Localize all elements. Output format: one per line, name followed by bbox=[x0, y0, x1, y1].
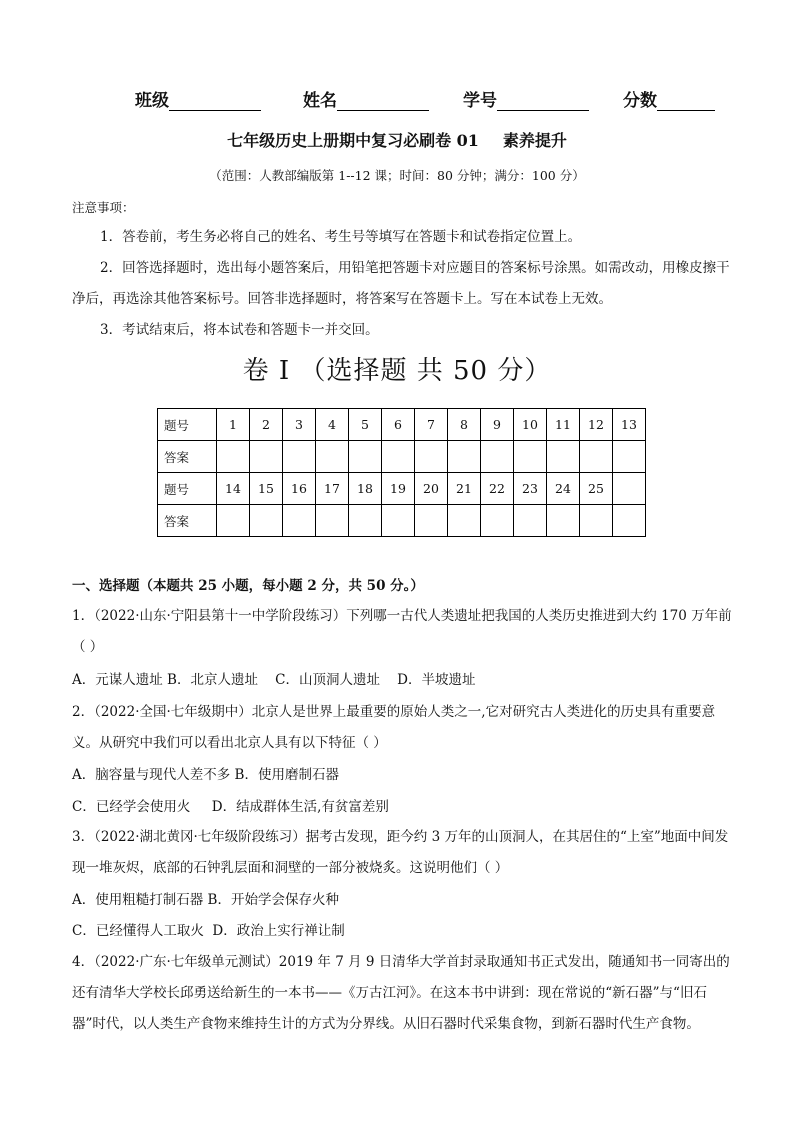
answer-label: 答案 bbox=[158, 505, 217, 537]
class-label: 班级 bbox=[135, 91, 169, 111]
question-3-options-ab: A．使用粗糙打制石器 B．开始学会保存火种 bbox=[72, 892, 339, 908]
question-number: 4 bbox=[316, 409, 349, 441]
answer-cell[interactable] bbox=[316, 505, 349, 537]
question-number: 25 bbox=[580, 473, 613, 505]
question-number: 2 bbox=[250, 409, 283, 441]
question-number: 18 bbox=[349, 473, 382, 505]
question-number: 22 bbox=[481, 473, 514, 505]
number-label: 题号 bbox=[158, 473, 217, 505]
answer-cell[interactable] bbox=[382, 505, 415, 537]
number-row-2 bbox=[158, 473, 646, 505]
page-title bbox=[0, 128, 794, 151]
score-blank[interactable] bbox=[657, 90, 715, 111]
student-id-field bbox=[463, 86, 589, 111]
answer-cell[interactable] bbox=[349, 505, 382, 537]
title-main: 七年级历史上册期中复习必刷卷 01 bbox=[227, 131, 479, 150]
question-3-stem: 3．（2022·湖北黄冈·七年级阶段练习）据考古发现，距今约 3 万年的山顶洞人，在其居住的“上室”地面中间发现一堆灰烬，底部的石钟乳层面和洞壁的一部分被烧炙。这说明他们（ ） bbox=[72, 829, 729, 876]
question-1-stem: 1．（2022·山东·宁阳县第十一中学阶段练习）下列哪一古代人类遗址把我国的人类历史推进到大约 170 万年前（ ） bbox=[72, 608, 732, 655]
name-blank[interactable] bbox=[337, 90, 429, 111]
answer-cell[interactable] bbox=[514, 505, 547, 537]
answer-cell[interactable] bbox=[613, 441, 646, 473]
student-info-fields bbox=[135, 86, 725, 112]
score-label: 分数 bbox=[623, 91, 657, 111]
answer-cell[interactable] bbox=[250, 505, 283, 537]
question-number bbox=[613, 473, 646, 505]
question-2-options-ab: A．脑容量与现代人差不多 B．使用磨制石器 bbox=[72, 767, 339, 783]
question-4-stem: 4．（2022·广东·七年级单元测试）2019 年 7 月 9 日清华大学首封录取通知书正式发出，随通知书一同寄出的还有清华大学校长邱勇送给新生的一本书——《万古江河》。在这本书中讲到：现在常说的“新石器”与“旧石器”时代，以人类生产食物来维持生计的方式为分界线。从旧石器时代采集食物，到新石器时代生产食物。 bbox=[72, 954, 730, 1032]
answer-cell[interactable] bbox=[481, 505, 514, 537]
answer-cell[interactable] bbox=[448, 441, 481, 473]
question-number: 19 bbox=[382, 473, 415, 505]
note-item: 3．考试结束后，将本试卷和答题卡一并交回。 bbox=[100, 322, 379, 338]
question-number: 3 bbox=[283, 409, 316, 441]
answer-cell[interactable] bbox=[250, 441, 283, 473]
answer-cell[interactable] bbox=[481, 441, 514, 473]
student-id-label: 学号 bbox=[463, 91, 497, 111]
answer-cell[interactable] bbox=[580, 505, 613, 537]
part-one-heading: 一、选择题（本题共 25 小题，每小题 2 分，共 50 分。） bbox=[72, 578, 424, 594]
answer-cell[interactable] bbox=[283, 505, 316, 537]
question-1-options: A．元谋人遗址 B．北京人遗址 C．山顶洞人遗址 D．半坡遗址 bbox=[72, 672, 476, 688]
class-blank[interactable] bbox=[169, 90, 261, 111]
question-2-options-cd: C．已经学会使用火 D．结成群体生活,有贫富差别 bbox=[72, 799, 389, 815]
answer-grid bbox=[157, 408, 646, 537]
answer-cell[interactable] bbox=[349, 441, 382, 473]
score-field bbox=[623, 86, 715, 111]
question-number: 14 bbox=[217, 473, 250, 505]
question-number: 1 bbox=[217, 409, 250, 441]
section-title: 卷 I （选择题 共 50 分） bbox=[242, 356, 552, 386]
question-number: 11 bbox=[547, 409, 580, 441]
answer-cell[interactable] bbox=[514, 441, 547, 473]
question-number: 5 bbox=[349, 409, 382, 441]
question-number: 24 bbox=[547, 473, 580, 505]
question-number: 13 bbox=[613, 409, 646, 441]
question-number: 6 bbox=[382, 409, 415, 441]
answer-label: 答案 bbox=[158, 441, 217, 473]
question-2-stem: 2．（2022·全国·七年级期中）北京人是世界上最重要的原始人类之一,它对研究古人类进化的历史具有重要意义。从研究中我们可以看出北京人具有以下特征（ ） bbox=[72, 704, 716, 751]
answer-row-2 bbox=[158, 505, 646, 537]
answer-cell[interactable] bbox=[415, 505, 448, 537]
answer-row-1 bbox=[158, 441, 646, 473]
question-number: 12 bbox=[580, 409, 613, 441]
question-number: 23 bbox=[514, 473, 547, 505]
question-3-options-cd: C．已经懂得人工取火 D．政治上实行禅让制 bbox=[72, 923, 345, 939]
question-number: 15 bbox=[250, 473, 283, 505]
notes-heading: 注意事项： bbox=[72, 200, 135, 215]
name-field bbox=[303, 86, 429, 111]
question-number: 8 bbox=[448, 409, 481, 441]
answer-cell[interactable] bbox=[613, 505, 646, 537]
question-number: 21 bbox=[448, 473, 481, 505]
answer-cell[interactable] bbox=[316, 441, 349, 473]
number-row-1 bbox=[158, 409, 646, 441]
question-number: 17 bbox=[316, 473, 349, 505]
name-label: 姓名 bbox=[303, 91, 337, 111]
question-number: 16 bbox=[283, 473, 316, 505]
answer-cell[interactable] bbox=[217, 441, 250, 473]
exam-range: （范围：人教部编版第 1--12 课；时间：80 分钟；满分：100 分） bbox=[209, 168, 585, 183]
answer-cell[interactable] bbox=[547, 441, 580, 473]
student-id-blank[interactable] bbox=[497, 90, 589, 111]
answer-cell[interactable] bbox=[415, 441, 448, 473]
question-number: 7 bbox=[415, 409, 448, 441]
note-item: 2．回答选择题时，选出每小题答案后，用铅笔把答题卡对应题目的答案标号涂黑。如需改动，用橡皮擦干净后，再选涂其他答案标号。回答非选择题时，将答案写在答题卡上。写在本试卷上无效。 bbox=[72, 260, 730, 307]
answer-cell[interactable] bbox=[547, 505, 580, 537]
number-label: 题号 bbox=[158, 409, 217, 441]
answer-cell[interactable] bbox=[448, 505, 481, 537]
question-number: 10 bbox=[514, 409, 547, 441]
answer-cell[interactable] bbox=[580, 441, 613, 473]
answer-cell[interactable] bbox=[382, 441, 415, 473]
question-number: 9 bbox=[481, 409, 514, 441]
note-item: 1．答卷前，考生务必将自己的姓名、考生号等填写在答题卡和试卷指定位置上。 bbox=[100, 229, 582, 245]
question-number: 20 bbox=[415, 473, 448, 505]
answer-cell[interactable] bbox=[283, 441, 316, 473]
title-suffix: 素养提升 bbox=[502, 131, 567, 150]
class-field bbox=[135, 86, 261, 111]
answer-cell[interactable] bbox=[217, 505, 250, 537]
